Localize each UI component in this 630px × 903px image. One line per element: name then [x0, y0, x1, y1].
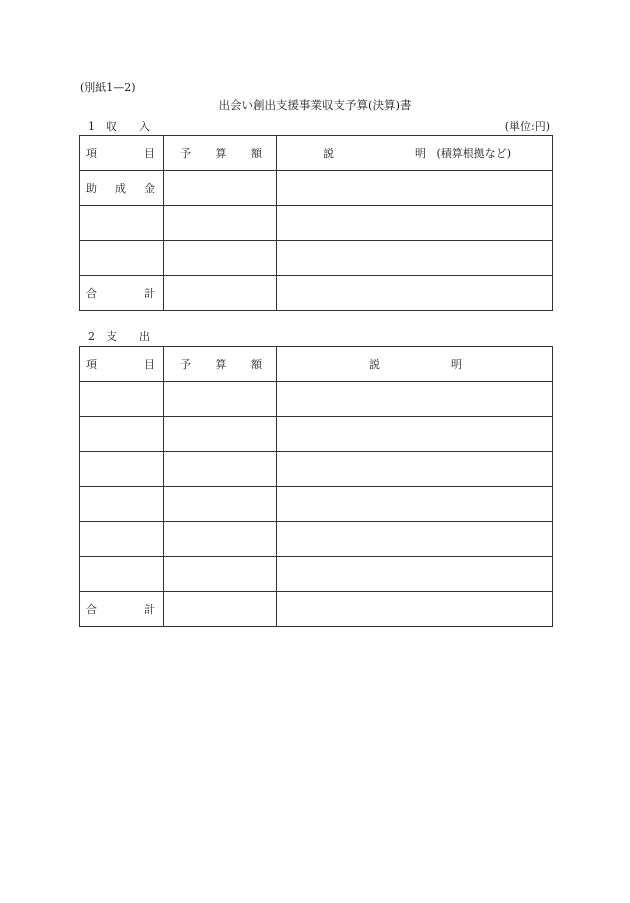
row-budget[interactable] — [164, 417, 277, 452]
row-item[interactable] — [80, 557, 164, 592]
expense-header-row — [80, 347, 553, 382]
row-item[interactable] — [80, 487, 164, 522]
header-item — [80, 347, 164, 382]
header-budget-char: 予 — [180, 358, 191, 371]
header-desc-char: 明 — [451, 358, 462, 371]
total-char: 計 — [144, 287, 155, 300]
row-budget[interactable] — [164, 382, 277, 417]
row-description[interactable] — [277, 241, 553, 276]
header-budget — [164, 136, 277, 171]
header-budget-char: 額 — [251, 147, 262, 160]
table-row — [80, 557, 553, 592]
row-description[interactable] — [277, 452, 553, 487]
row-item[interactable] — [80, 417, 164, 452]
row-budget[interactable] — [164, 206, 277, 241]
header-item-char: 項 — [86, 358, 97, 371]
expense-total-row — [80, 592, 553, 627]
row-description[interactable] — [277, 487, 553, 522]
header-item-char: 目 — [144, 358, 155, 371]
header-description — [277, 136, 553, 171]
row-description[interactable] — [277, 206, 553, 241]
income-total-row — [80, 276, 553, 311]
expense-section-label: 2 支 出 — [88, 330, 150, 343]
income-table — [79, 135, 553, 311]
table-row — [80, 487, 553, 522]
header-item-char: 目 — [144, 147, 155, 160]
unit-label: (単位:円) — [504, 120, 550, 133]
header-item — [80, 136, 164, 171]
header-budget-char: 算 — [215, 147, 227, 160]
row-budget[interactable] — [164, 522, 277, 557]
total-char: 計 — [144, 603, 155, 616]
row-budget[interactable] — [164, 241, 277, 276]
row-description[interactable] — [277, 557, 553, 592]
row-description[interactable] — [277, 417, 553, 452]
header-description — [277, 347, 553, 382]
row-item[interactable] — [80, 171, 164, 206]
table-row — [80, 522, 553, 557]
total-budget[interactable] — [164, 592, 277, 627]
row-description[interactable] — [277, 522, 553, 557]
header-desc-char: 説 — [369, 358, 380, 371]
document-reference: (別紙1—2) — [80, 81, 136, 94]
total-char: 合 — [86, 287, 97, 300]
expense-table — [79, 346, 553, 627]
row-item-char: 助 — [86, 182, 97, 195]
header-budget-char: 算 — [215, 358, 227, 371]
total-label — [80, 276, 164, 311]
table-row — [80, 171, 553, 206]
row-item[interactable] — [80, 522, 164, 557]
total-label — [80, 592, 164, 627]
table-row — [80, 417, 553, 452]
row-budget[interactable] — [164, 557, 277, 592]
document-title: 出会い創出支援事業収支予算(決算)書 — [218, 98, 412, 112]
table-row — [80, 452, 553, 487]
income-section-label: 1 収 入 — [88, 120, 150, 133]
table-row — [80, 206, 553, 241]
row-item[interactable] — [80, 382, 164, 417]
header-desc-char: 明 — [415, 147, 426, 160]
row-budget[interactable] — [164, 171, 277, 206]
row-budget[interactable] — [164, 487, 277, 522]
header-desc-note: (積算根拠など) — [436, 147, 512, 160]
row-description[interactable] — [277, 171, 553, 206]
row-item-char: 金 — [144, 182, 155, 195]
row-item[interactable] — [80, 452, 164, 487]
header-item-char: 項 — [86, 147, 97, 160]
total-description[interactable] — [277, 276, 553, 311]
total-budget[interactable] — [164, 276, 277, 311]
header-desc-char: 説 — [323, 147, 334, 160]
row-budget[interactable] — [164, 452, 277, 487]
total-char: 合 — [86, 603, 97, 616]
row-item[interactable] — [80, 206, 164, 241]
header-budget — [164, 347, 277, 382]
income-header-row — [80, 136, 553, 171]
row-item[interactable] — [80, 241, 164, 276]
table-row — [80, 241, 553, 276]
total-description[interactable] — [277, 592, 553, 627]
row-item-char: 成 — [115, 182, 126, 195]
row-description[interactable] — [277, 382, 553, 417]
header-budget-char: 予 — [180, 147, 191, 160]
expense-rows — [80, 382, 553, 592]
table-row — [80, 382, 553, 417]
header-budget-char: 額 — [251, 358, 262, 371]
